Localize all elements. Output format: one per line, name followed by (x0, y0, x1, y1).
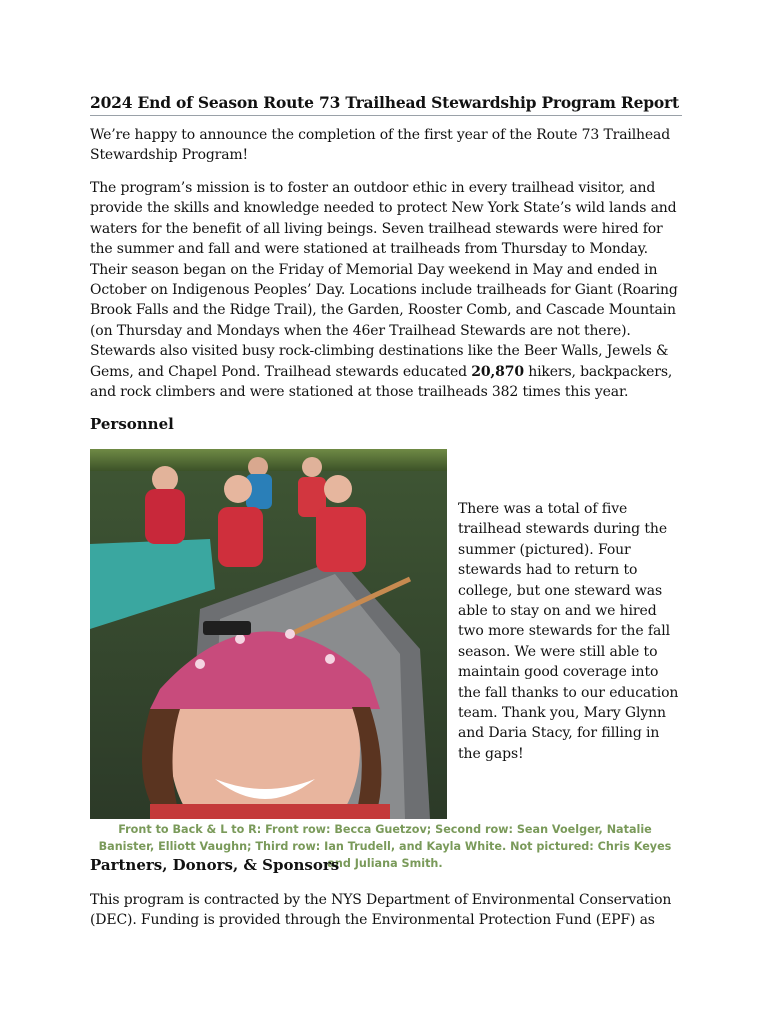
mission-text-after: hikers, backpackers, and rock climbers and were stationed at those trailheads 382 times this year. (90, 363, 673, 401)
partners-heading: Partners, Donors, & Sponsors (90, 856, 340, 874)
mission-paragraph (90, 178, 680, 402)
personnel-heading: Personnel (90, 415, 174, 433)
photo-caption: Front to Back & L to R: Front row: Becca Guetzov; Second row: Sean Voelger, Natalie Banister, Elliott Vaughn; Third row: Ian Trudell, and Kayla White. Not pictured: Chris Keyes and Juliana Smith. (98, 823, 672, 870)
stewards-canoe-photo (90, 449, 447, 819)
mission-text-before: The program’s mission is to foster an outdoor ethic in every trailhead visitor, and provide the skills and knowledge needed to protect New York State’s wild lands and waters for the benefit of all living beings. Seven trailhead stewards were hired for the summer and fall and were stationed at trailheads from Thursday to Monday. Their season began on the Friday of Memorial Day weekend in May and ended in October on Indigenous Peoples’ Day. Locations include trailheads for Giant (Roaring Brook Falls and the Ridge Trail), the Garden, Rooster Comb, and Cascade Mountain (on Thursday and Mondays when the 46er Trailhead Stewards are not there). Stewards also visited busy rock-climbing destinations like the Beer Walls, Jewels & Gems, and Chapel Pond. Trailhead stewards educated (90, 180, 678, 380)
hikers-count: 20,870 (471, 363, 524, 380)
personnel-paragraph: There was a total of five trailhead stewards during the summer (pictured). Four stewards had to return to college, but one steward was able to stay on and we hired two more stewards for the fall season. We were still able to maintain good coverage into the fall thanks to our education team. Thank you, Mary Glynn and Daria Stacy, for filling in the gaps! (458, 501, 679, 762)
report-title: 2024 End of Season Route 73 Trailhead Stewardship Program Report (90, 93, 682, 116)
partners-paragraph: This program is contracted by the NYS Department of Environmental Conservation (DEC). Funding is provided through the Environmental Protection Fund (EPF) as (90, 892, 672, 929)
intro-paragraph: We’re happy to announce the completion of the first year of the Route 73 Trailhead Stewardship Program! (90, 127, 671, 164)
